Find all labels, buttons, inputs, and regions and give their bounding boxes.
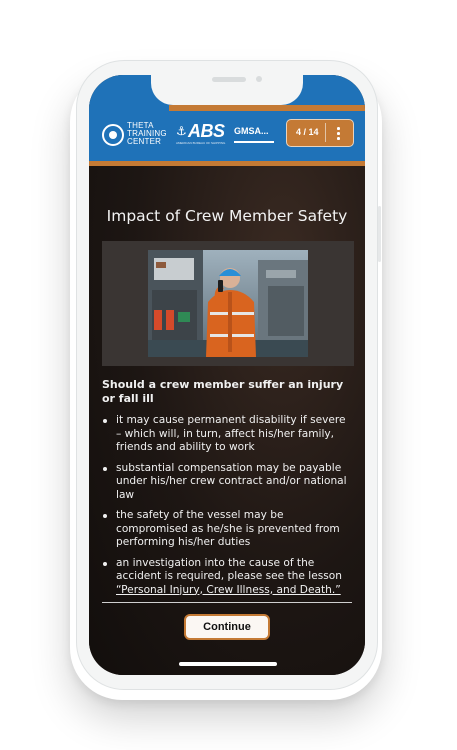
phone-side-button (378, 206, 381, 262)
page-divider (325, 123, 326, 142)
crew-member-photo (148, 250, 308, 357)
phone-screen (89, 75, 365, 675)
bullet-text: an investigation into the cause of the accident is required, please see the lesson (116, 556, 342, 582)
theta-logo-line-2: TRAINING (127, 129, 167, 138)
slide-image-frame (102, 241, 354, 366)
slide-body (102, 378, 354, 604)
phone-speaker (212, 77, 246, 82)
phone-camera (256, 76, 262, 82)
bullet-item: substantial compensation may be payable under his/her crew contract and/or national law (102, 462, 354, 503)
bullet-item: the safety of the vessel may be compromised as he/she is prevented from performing his/her duties (102, 509, 354, 550)
abs-eagle-icon: ⚓ (176, 124, 187, 138)
home-indicator[interactable] (179, 662, 277, 666)
app-header (89, 111, 365, 161)
more-options-icon[interactable] (334, 125, 342, 141)
theta-logo-line-3: CENTER (127, 137, 162, 146)
abs-logo (176, 123, 234, 149)
continue-button[interactable]: Continue (184, 614, 270, 640)
abs-logo-subtitle: AMERICAN BUREAU OF SHIPPING (176, 141, 226, 145)
phone-notch (151, 61, 303, 105)
lesson-link[interactable]: “Personal Injury, Crew Illness, and Death.” (116, 583, 341, 596)
slide-title: Impact of Crew Member Safety (106, 207, 348, 225)
theta-logo-icon (102, 124, 124, 146)
page-indicator: 4 / 14 (296, 127, 319, 137)
abs-logo-word: ABS (188, 121, 225, 141)
theta-logo-line-1: THETA (127, 121, 154, 130)
course-title-underline (234, 141, 274, 143)
bullet-item (102, 557, 354, 598)
slide-lead: Should a crew member suffer an injury or fall ill (102, 378, 344, 405)
page-navigation[interactable] (286, 119, 354, 147)
bullet-list (102, 414, 354, 597)
theta-training-center-logo (102, 122, 178, 150)
bullet-item: it may cause permanent disability if severe – which will, in turn, affect his/her family, friends and ability to work (102, 414, 354, 455)
course-title[interactable]: GMSA... (234, 126, 269, 136)
content-divider (102, 602, 352, 603)
